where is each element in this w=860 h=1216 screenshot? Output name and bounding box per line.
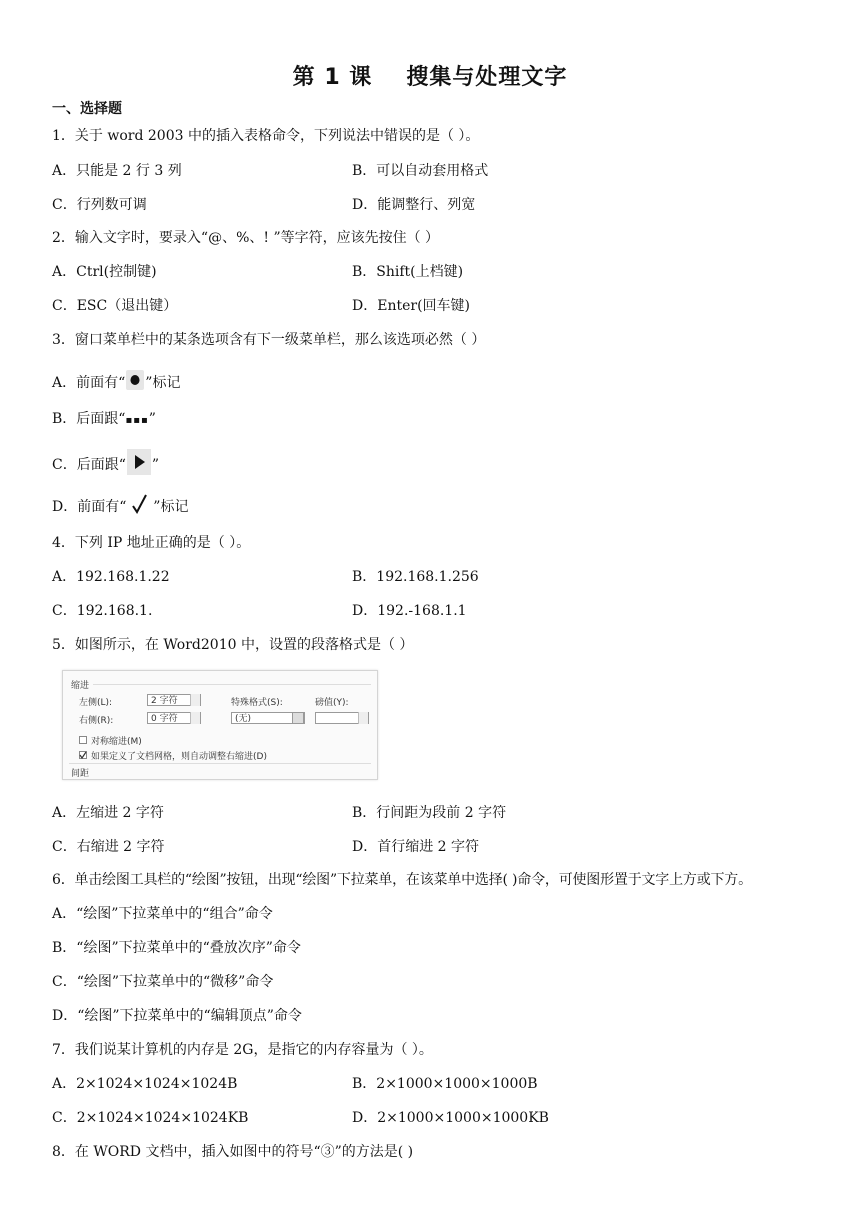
left-indent-field [147, 694, 201, 706]
question-8-stem: 8．在 WORD 文档中，插入如图中的符号“③”的方法是( ) [52, 1144, 414, 1160]
lesson-topic: 搜集与处理文字 [406, 65, 568, 90]
paragraph-dialog-image [62, 670, 378, 780]
q3-option-b [52, 409, 156, 431]
q2-option-b: B．Shift(上档键) [352, 264, 464, 280]
q3-option-a-suffix: ”标记 [145, 375, 181, 391]
by-value-label: 磅值(Y): [315, 698, 349, 708]
q5-option-c: C．右缩进 2 字符 [52, 839, 165, 855]
right-indent-value: 0 字符 [151, 714, 178, 724]
q3-option-c-prefix: C．后面跟“ [52, 457, 126, 473]
q3-option-d [52, 493, 188, 521]
q5-option-d: D．首行缩进 2 字符 [352, 839, 480, 855]
q1-option-c: C．行列数可调 [52, 197, 147, 213]
bullet-dot-icon [125, 369, 145, 397]
dropdown-arrow-icon [292, 712, 304, 724]
spinner-icon [358, 712, 368, 724]
grid-adjust-checkbox [79, 751, 87, 759]
section-heading: 一、选择题 [52, 101, 122, 117]
q7-option-d: D．2×1000×1000×1000KB [352, 1110, 549, 1126]
right-indent-label: 右侧(R): [79, 716, 114, 726]
q3-option-d-prefix: D．前面有“ [52, 499, 131, 515]
group-divider [93, 684, 371, 685]
q1-option-b: B．可以自动套用格式 [352, 163, 489, 179]
q1-option-a: A．只能是 2 行 3 列 [52, 163, 182, 179]
q2-option-a: A．Ctrl(控制键) [52, 264, 157, 280]
right-indent-field [147, 712, 201, 724]
q6-option-c: C．“绘图”下拉菜单中的“微移”命令 [52, 974, 274, 990]
special-format-label: 特殊格式(S): [231, 698, 283, 708]
q4-option-a: A．192.168.1.22 [52, 569, 170, 585]
q1-option-d: D．能调整行、列宽 [352, 197, 476, 213]
q6-option-a: A．“绘图”下拉菜单中的“组合”命令 [52, 906, 273, 922]
checkmark-icon [131, 493, 149, 521]
left-indent-value: 2 字符 [151, 696, 178, 706]
spinner-icon [190, 712, 200, 724]
q3-option-a [52, 369, 180, 397]
q7-option-c: C．2×1024×1024×1024KB [52, 1110, 249, 1126]
q4-option-d: D．192.-168.1.1 [352, 603, 467, 619]
special-format-select [231, 712, 305, 724]
lesson-number: 第 1 课 [292, 65, 373, 90]
q4-option-c: C．192.168.1. [52, 603, 153, 619]
q7-option-a: A．2×1024×1024×1024B [52, 1076, 238, 1092]
submenu-arrow-icon [126, 448, 152, 482]
q3-option-b-suffix: ” [148, 411, 156, 427]
question-3-stem: 3．窗口菜单栏中的某条选项含有下一级菜单栏，那么该选项必然（ ） [52, 332, 486, 348]
q6-option-d: D．“绘图”下拉菜单中的“编辑顶点”命令 [52, 1008, 302, 1024]
spinner-icon [190, 694, 200, 706]
q4-option-b: B．192.168.1.256 [352, 569, 479, 585]
q3-option-d-suffix: ”标记 [148, 499, 189, 515]
question-7-stem: 7．我们说某计算机的内存是 2G，是指它的内存容量为（ ）。 [52, 1042, 433, 1058]
question-5-stem: 5．如图所示，在 Word2010 中，设置的段落格式是（ ） [52, 637, 414, 653]
mirror-indent-checkbox [79, 736, 87, 744]
group-divider [69, 763, 371, 764]
q7-option-b: B．2×1000×1000×1000B [352, 1076, 538, 1092]
q6-option-b: B．“绘图”下拉菜单中的“叠放次序”命令 [52, 940, 301, 956]
q5-option-a: A．左缩进 2 字符 [52, 805, 164, 821]
ellipsis-dots-icon: ▪▪▪ [125, 415, 149, 426]
indent-group-label: 缩进 [71, 681, 90, 691]
q3-option-a-prefix: A．前面有“ [52, 375, 126, 391]
mirror-indent-label: 对称缩进(M) [91, 737, 142, 747]
question-4-stem: 4．下列 IP 地址正确的是（ ）。 [52, 535, 251, 551]
q2-option-c: C．ESC（退出键） [52, 298, 178, 314]
special-format-value: (无) [235, 714, 252, 724]
q2-option-d: D．Enter(回车键) [352, 298, 470, 314]
question-6-stem: 6．单击绘图工具栏的“绘图”按钮，出现“绘图”下拉菜单，在该菜单中选择( )命令，可使图形置于文字上方或下方。 [52, 872, 752, 888]
left-indent-label: 左侧(L): [79, 698, 113, 708]
by-value-field [315, 712, 369, 724]
page-title [0, 60, 860, 91]
q3-option-c [52, 448, 159, 482]
question-2-stem: 2．输入文字时，要录入“@、%、! ”等字符，应该先按住（ ） [52, 230, 440, 246]
q5-option-b: B．行间距为段前 2 字符 [352, 805, 507, 821]
question-1-stem: 1．关于 word 2003 中的插入表格命令，下列说法中错误的是（ ）。 [52, 128, 480, 144]
grid-adjust-label: 如果定义了文档网格，则自动调整右缩进(D) [91, 752, 267, 762]
q3-option-b-prefix: B．后面跟“ [52, 411, 126, 427]
q3-option-c-suffix: ” [151, 457, 160, 473]
spacing-group-label: 间距 [71, 769, 90, 779]
